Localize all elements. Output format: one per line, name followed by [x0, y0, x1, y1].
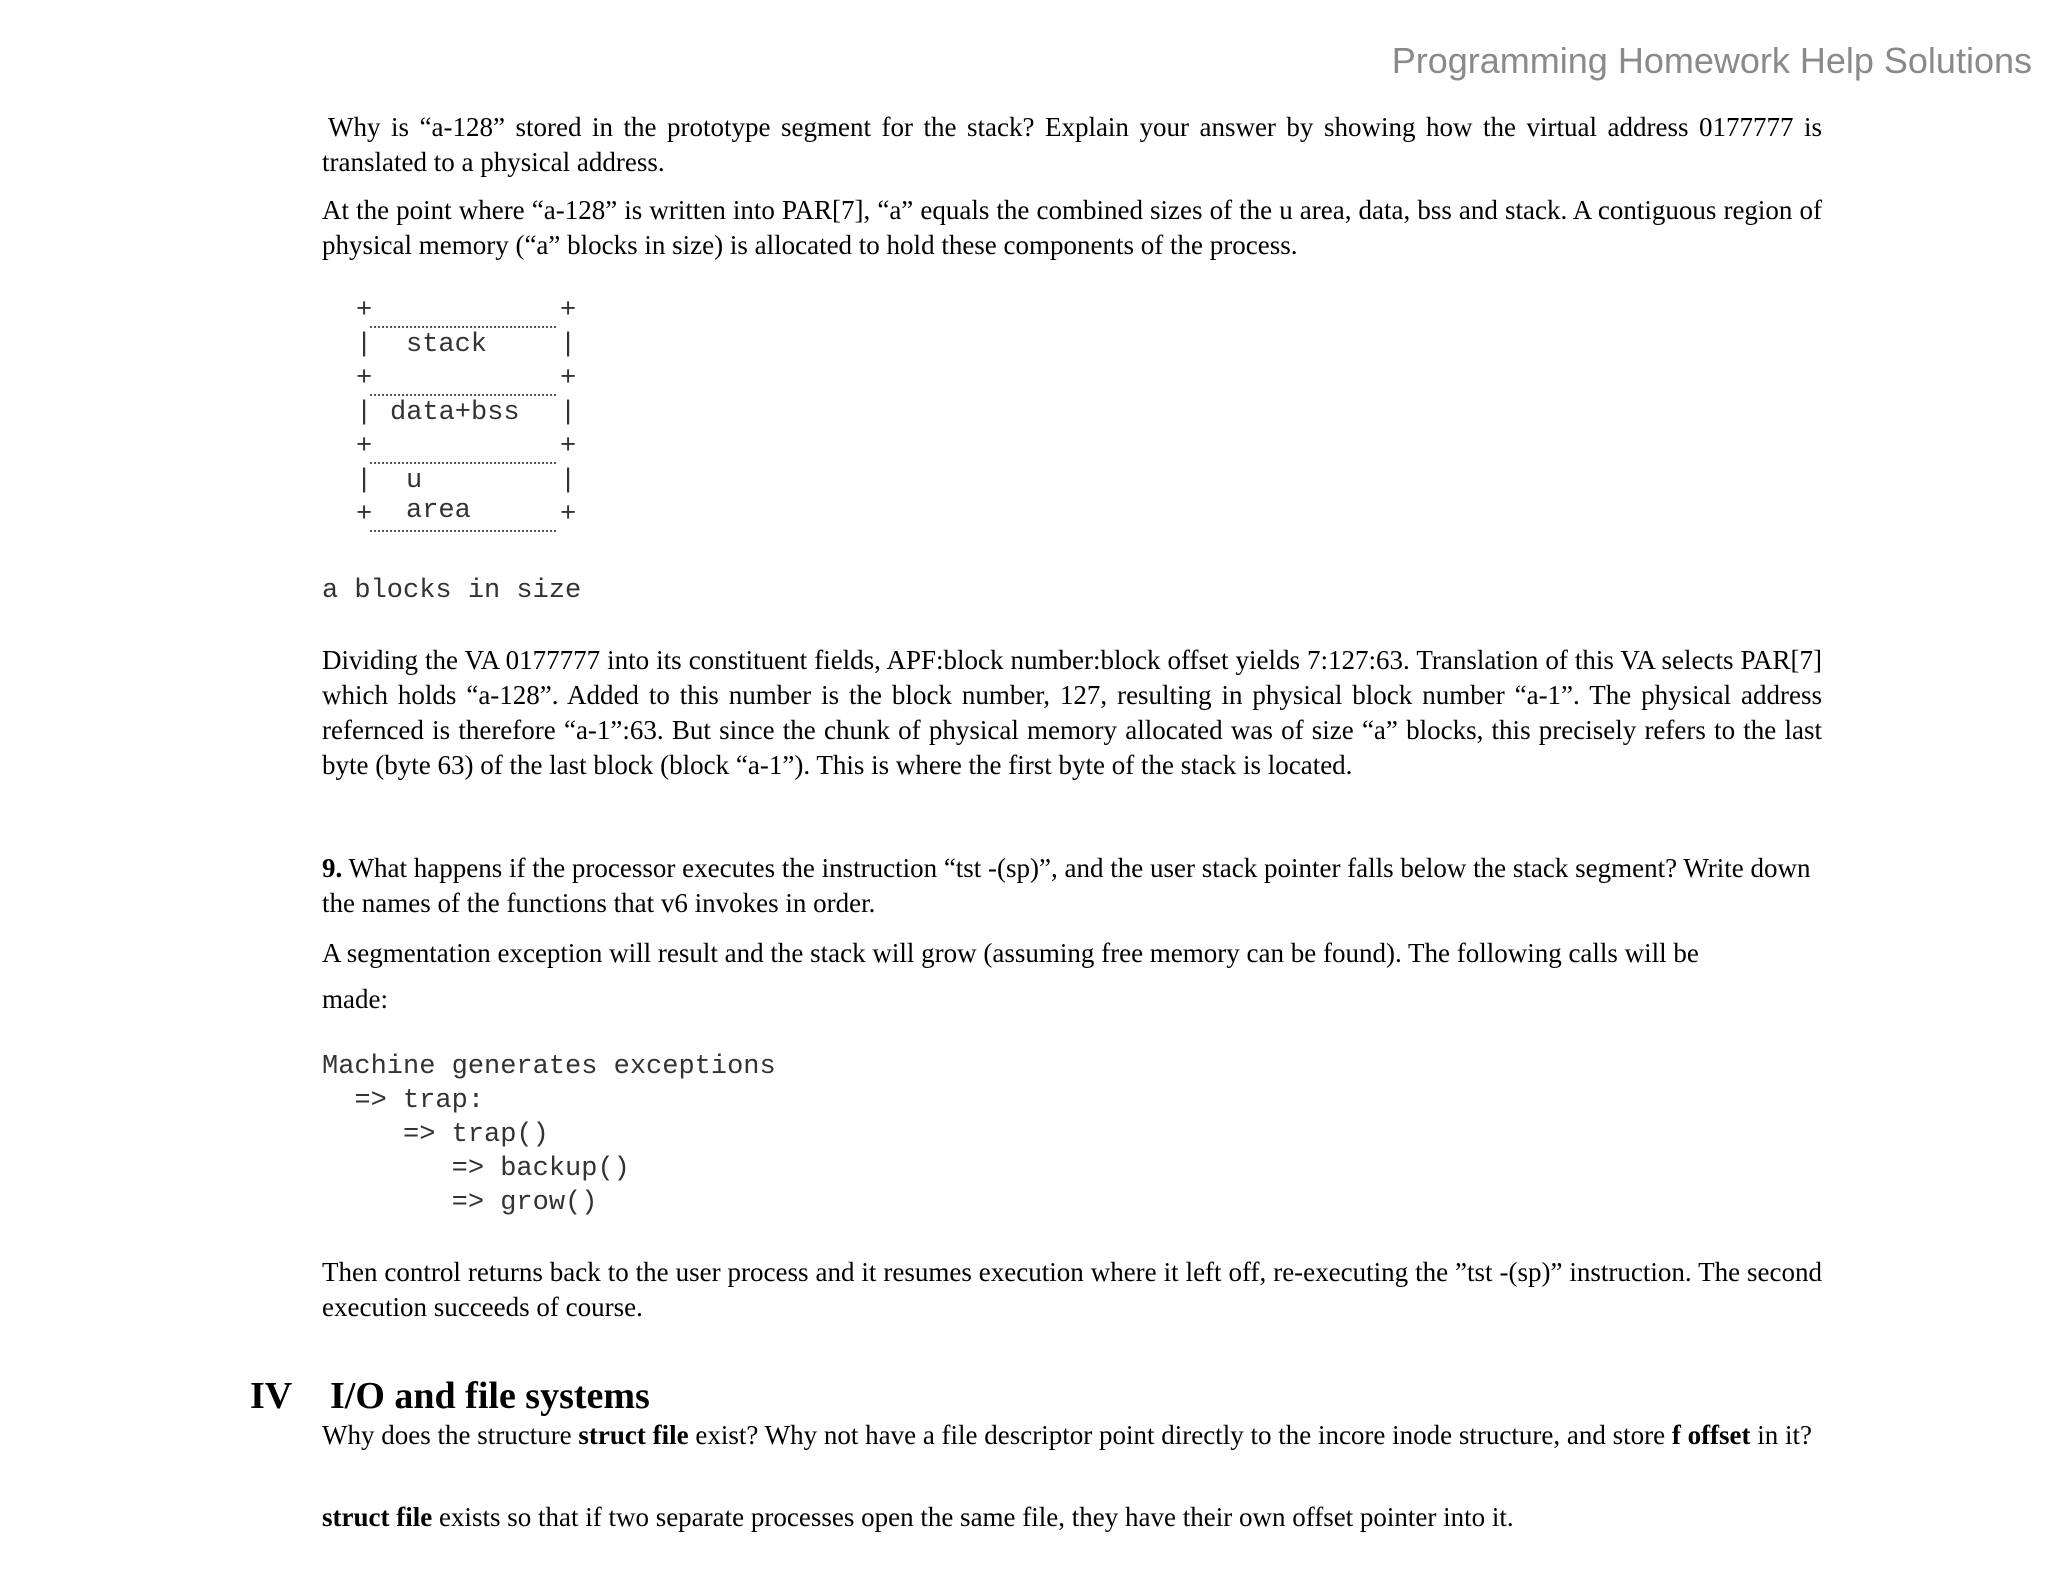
- section4-answer-text: struct file exists so that if two separate processes open the same file, they have their own offset pointer into it.: [322, 1502, 1514, 1532]
- section-title: I/O and file systems: [330, 1375, 650, 1417]
- diagram-label-data-bss: data+bss: [390, 398, 520, 428]
- diagram-caption-text: a blocks in size: [322, 576, 582, 606]
- q8-answer-intro: [322, 193, 1822, 263]
- q8-answer-detail: [322, 643, 1822, 783]
- q9-conclusion-text: Then control returns back to the user process and it resumes execution where it left off, re-executing the ”tst -(sp)” instruction. The second execution succeeds of course.: [322, 1257, 1822, 1322]
- section-number: IV: [250, 1375, 293, 1417]
- f-offset-term: f offset: [1671, 1420, 1751, 1450]
- diagram-label-stack: stack: [406, 330, 488, 360]
- section4-question-text: Why does the structure struct file exist? Why not have a file descriptor point directly to the incore inode structure, and store f offset in it?: [322, 1420, 1813, 1450]
- call-chain-line: => grow(): [322, 1188, 598, 1218]
- q9-answer-line1: A segmentation exception will result and the stack will grow (assuming free memory can be found). The following calls will be: [322, 938, 1699, 968]
- q9-question-text: [322, 851, 1822, 921]
- q9-question-body: What happens if the processor executes the instruction “tst -(sp)”, and the user stack pointer falls below the stack segment? Write down the names of the functions that v6 invokes in order.: [322, 853, 1811, 918]
- section4-question: [322, 1418, 1822, 1453]
- q8-question-text: Why is “a-128” stored in the prototype segment for the stack? Explain your answer by showing how the virtual address 0177777 is translated to a physical address.: [322, 112, 1822, 177]
- struct-file-term: struct file: [322, 1502, 433, 1532]
- q8-question: [322, 110, 1822, 180]
- q9-question: [322, 851, 1822, 921]
- q9-call-chain: [322, 1050, 1822, 1220]
- q9-answer-line2: made:: [322, 984, 388, 1014]
- call-chain-line: Machine generates exceptions: [322, 1052, 776, 1082]
- section-heading: [250, 1374, 650, 1418]
- q9-conclusion: [322, 1255, 1822, 1325]
- call-chain-line: => trap:: [322, 1086, 485, 1116]
- q9-answer: [322, 930, 1822, 1022]
- call-chain-line: => backup(): [322, 1154, 630, 1184]
- watermark: Programming Homework Help Solutions: [1391, 40, 2032, 81]
- q8-answer-detail-text: Dividing the VA 0177777 into its constituent fields, APF:block number:block offset yields 7:127:63. Translation of this VA selects PAR[7] which holds “a-128”. Added to this number is the block number, 127, resulting in physical block number “a-1”. The physical address refernced is therefore “a-1”:63. But since the chunk of physical memory allocated was of size “a” blocks, this precisely refers to the last byte (byte 63) of the last block (block “a-1”). This is where the first byte of the stack is located.: [322, 645, 1822, 780]
- call-chain-line: => trap(): [322, 1120, 549, 1150]
- q9-number: 9.: [322, 853, 343, 883]
- section4-answer: [322, 1500, 1822, 1535]
- struct-file-term: struct file: [578, 1420, 689, 1450]
- diagram-caption: [322, 574, 1822, 608]
- q8-answer-intro-text: At the point where “a-128” is written into PAR[7], “a” equals the combined sizes of the u area, data, bss and stack. A contiguous region of physical memory (“a” blocks in size) is allocated to hold these components of the process.: [322, 195, 1822, 260]
- diagram-label-u-area: u area: [406, 466, 471, 526]
